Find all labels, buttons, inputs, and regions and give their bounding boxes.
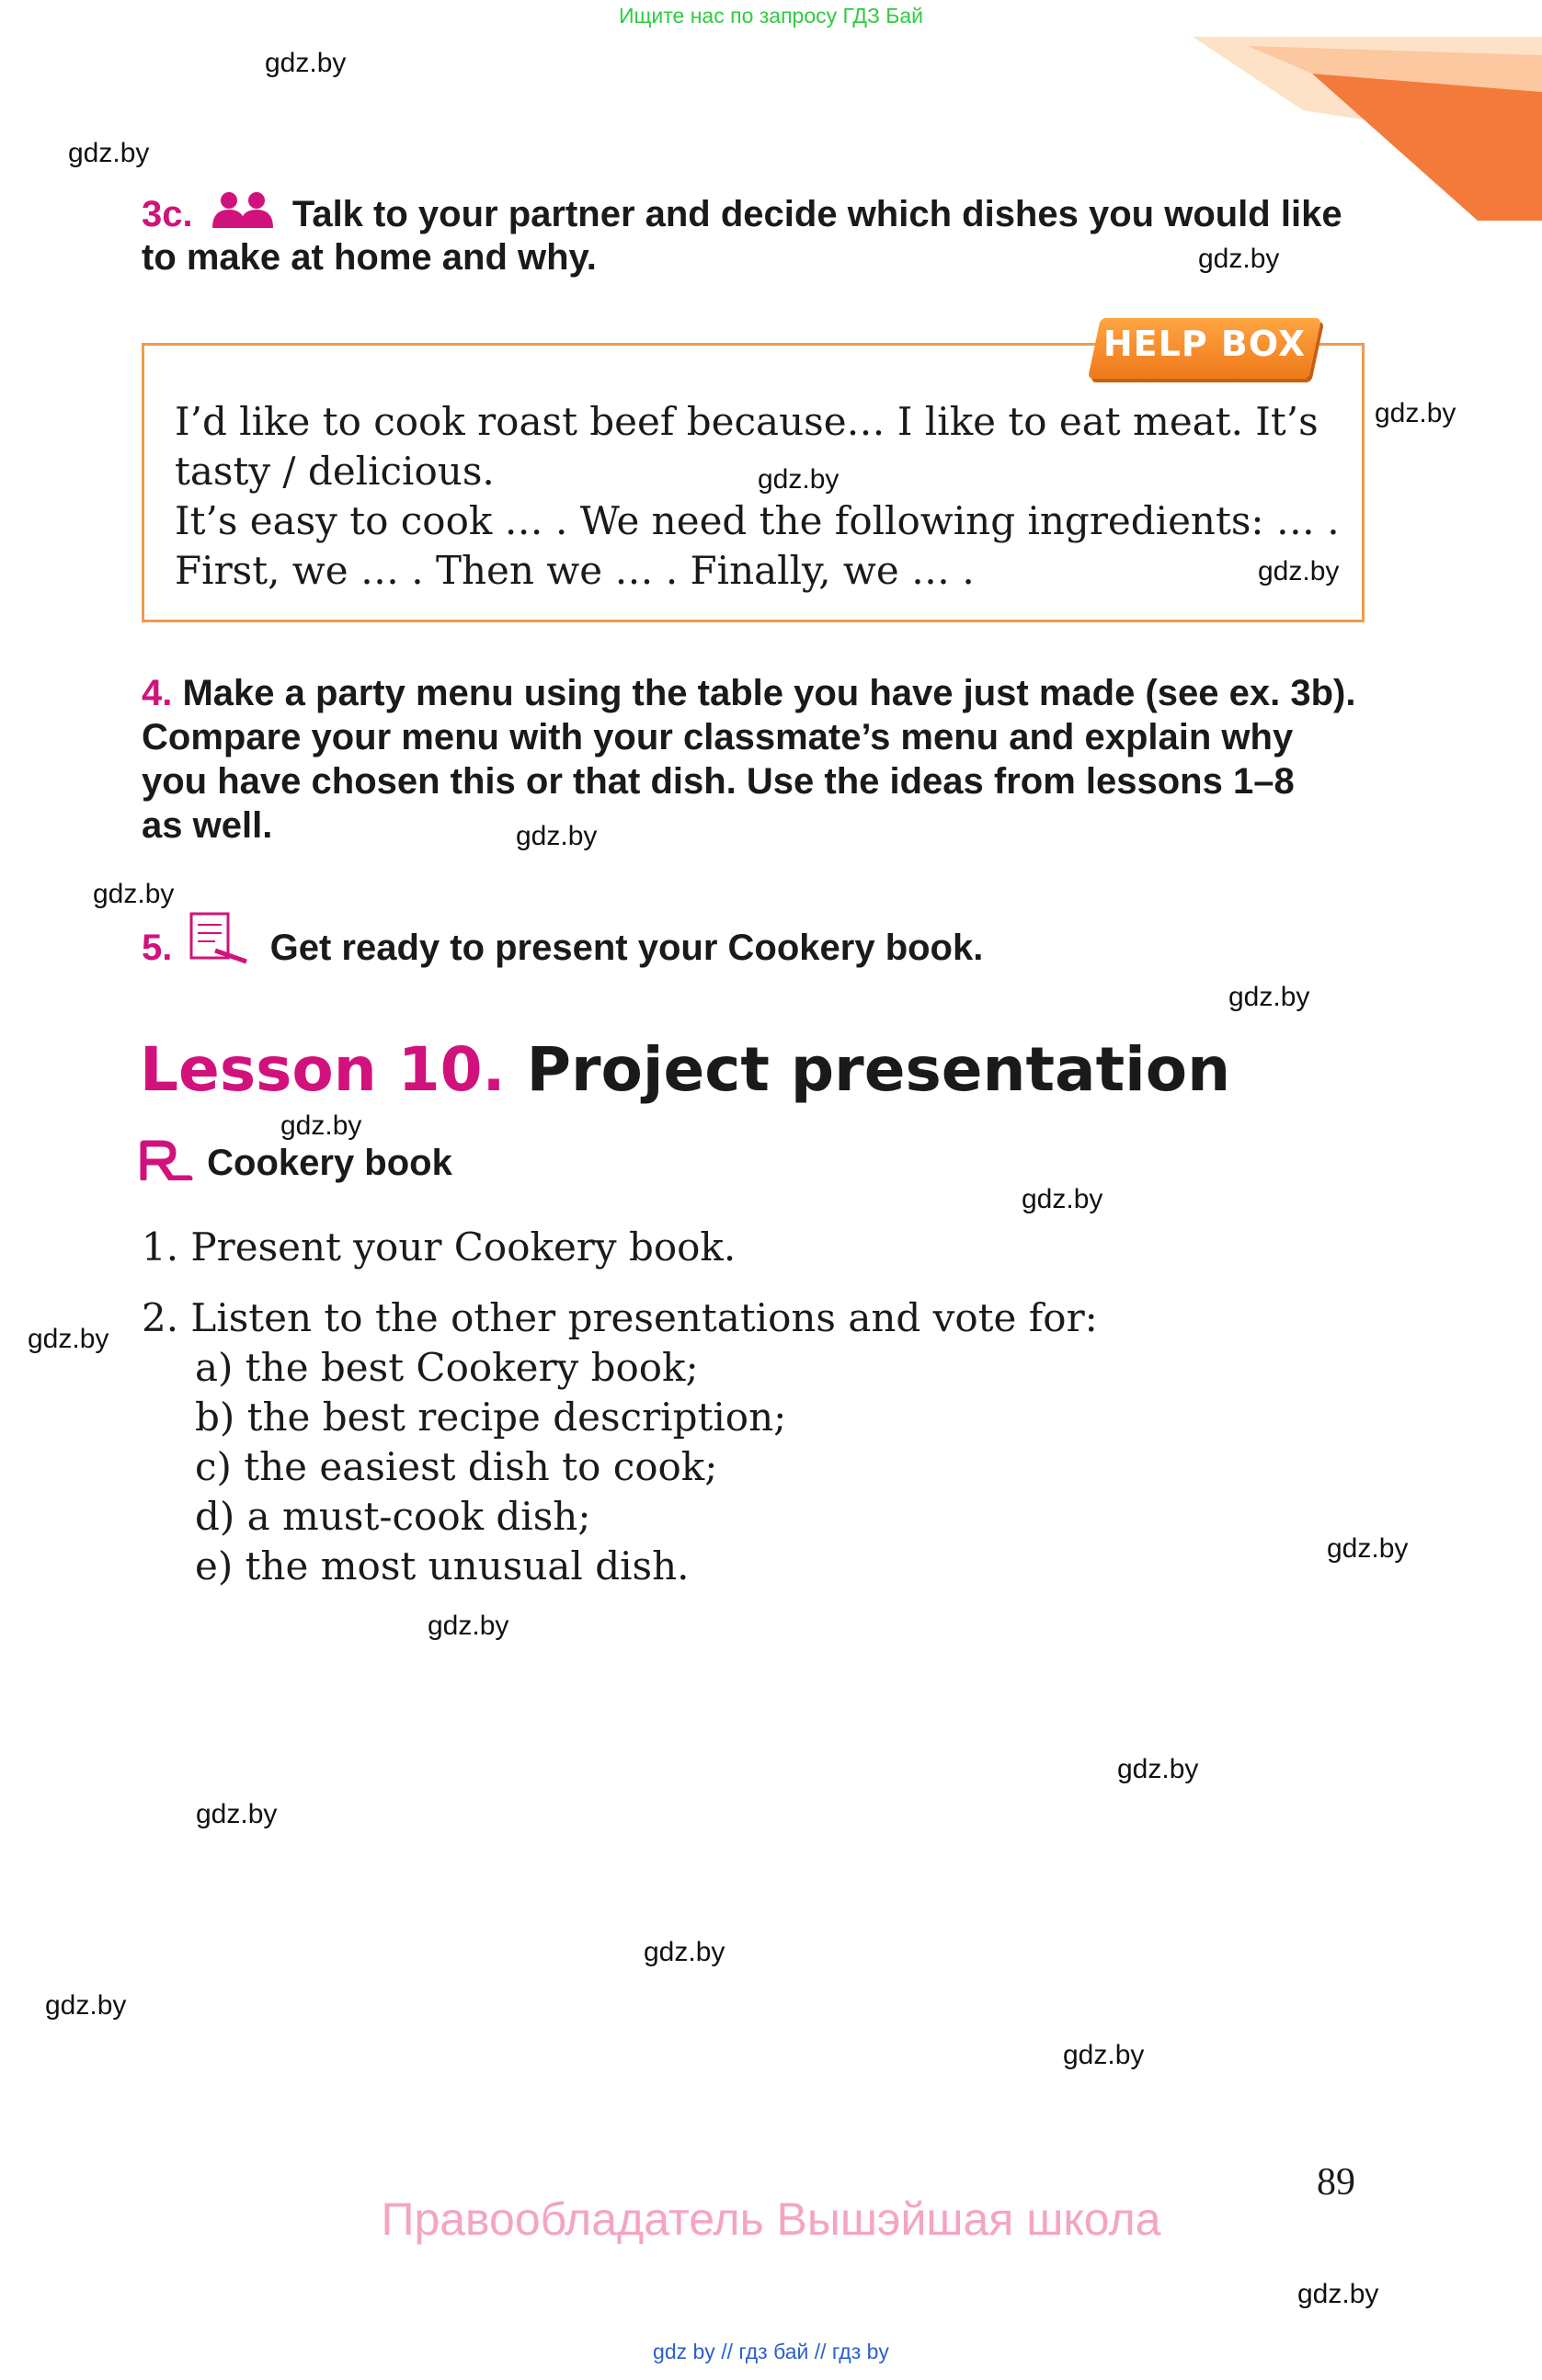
watermark: gdz.by (428, 1611, 509, 1641)
task-4-line: Compare your menu with your classmate’s menu and explain why (142, 717, 1294, 757)
watermark: gdz.by (280, 1110, 362, 1141)
task-3c-number: 3c. (142, 194, 193, 234)
task-5-text: Get ready to present your Cookery book. (269, 928, 984, 968)
watermark: gdz.by (1375, 398, 1456, 428)
watermark: gdz.by (644, 1937, 725, 1967)
watermark: gdz.by (758, 464, 840, 495)
task-5-number: 5. (142, 928, 173, 968)
lesson-item: 2. Listen to the other presentations and vote for: (142, 1295, 1098, 1340)
watermark: gdz.by (1063, 2040, 1145, 2070)
help-box-label: HELP BOX (1102, 324, 1307, 364)
task-4-line: as well. (142, 805, 273, 846)
watermark: gdz.by (1198, 244, 1280, 274)
speaking-icon (140, 1140, 193, 1180)
section-title: Cookery book (207, 1143, 452, 1183)
lesson-subitem: b) the best recipe description; (195, 1395, 787, 1440)
watermark: gdz.by (68, 138, 150, 168)
task-4-number: 4. (142, 673, 173, 713)
task-4-line: you have chosen this or that dish. Use the ideas from lessons 1–8 (142, 761, 1295, 802)
writing-notebook-icon (188, 910, 254, 965)
top-banner: Ищите нас по запросу ГДЗ Бай (618, 4, 924, 28)
watermark: gdz.by (1258, 556, 1340, 586)
watermark: gdz.by (1117, 1754, 1199, 1784)
lesson-number: Lesson 10. (140, 1034, 506, 1105)
help-box-line: First, we … . Then we … . Finally, we … . (175, 548, 975, 593)
watermark: gdz.by (1297, 2279, 1379, 2309)
watermark: gdz.by (1327, 1533, 1409, 1564)
watermark: gdz.by (93, 879, 175, 909)
watermark: gdz.by (196, 1799, 278, 1829)
lesson-item: 1. Present your Cookery book. (142, 1224, 737, 1270)
task-4-line (142, 671, 1365, 715)
help-box-line: It’s easy to cook … . We need the following ingredients: … . (175, 498, 1340, 543)
help-box-line: I’d like to cook roast beef because… I like to eat meat. It’s (175, 399, 1319, 444)
lesson-subitem: d) a must-cook dish; (195, 1494, 591, 1539)
pair-work-icon (209, 191, 277, 228)
watermark: gdz.by (45, 1990, 127, 2021)
task-3c-text: Talk to your partner and decide which dishes you would like (291, 194, 1342, 234)
watermark: gdz.by (1228, 982, 1310, 1012)
lesson-subitem: e) the most unusual dish. (195, 1543, 690, 1589)
task-3c-line2: to make at home and why. (142, 237, 597, 278)
watermark: gdz.by (28, 1324, 109, 1354)
lesson-subitem: c) the easiest dish to cook; (195, 1444, 718, 1489)
lesson-heading (140, 1034, 1230, 1105)
section-heading (140, 1140, 452, 1184)
task-4 (142, 671, 1365, 848)
footer-links[interactable]: gdz by // гдз бай // гдз by (653, 2340, 889, 2363)
task-3c-line1 (142, 191, 1342, 236)
page-number: 89 (1317, 2161, 1355, 2203)
help-box-line: tasty / delicious. (175, 449, 495, 494)
rights-holder: Правообладатель Вышэйшая школа (381, 2193, 1161, 2245)
watermark: gdz.by (265, 48, 347, 78)
lesson-subitem: a) the best Cookery book; (195, 1345, 699, 1390)
task-4-text: Make a party menu using the table you have just made (see ex. 3b). (182, 673, 1356, 713)
watermark: gdz.by (1022, 1184, 1103, 1214)
help-box-content (175, 397, 1342, 596)
lesson-title: Project presentation (526, 1034, 1231, 1105)
task-5 (142, 910, 983, 970)
watermark: gdz.by (516, 821, 598, 851)
